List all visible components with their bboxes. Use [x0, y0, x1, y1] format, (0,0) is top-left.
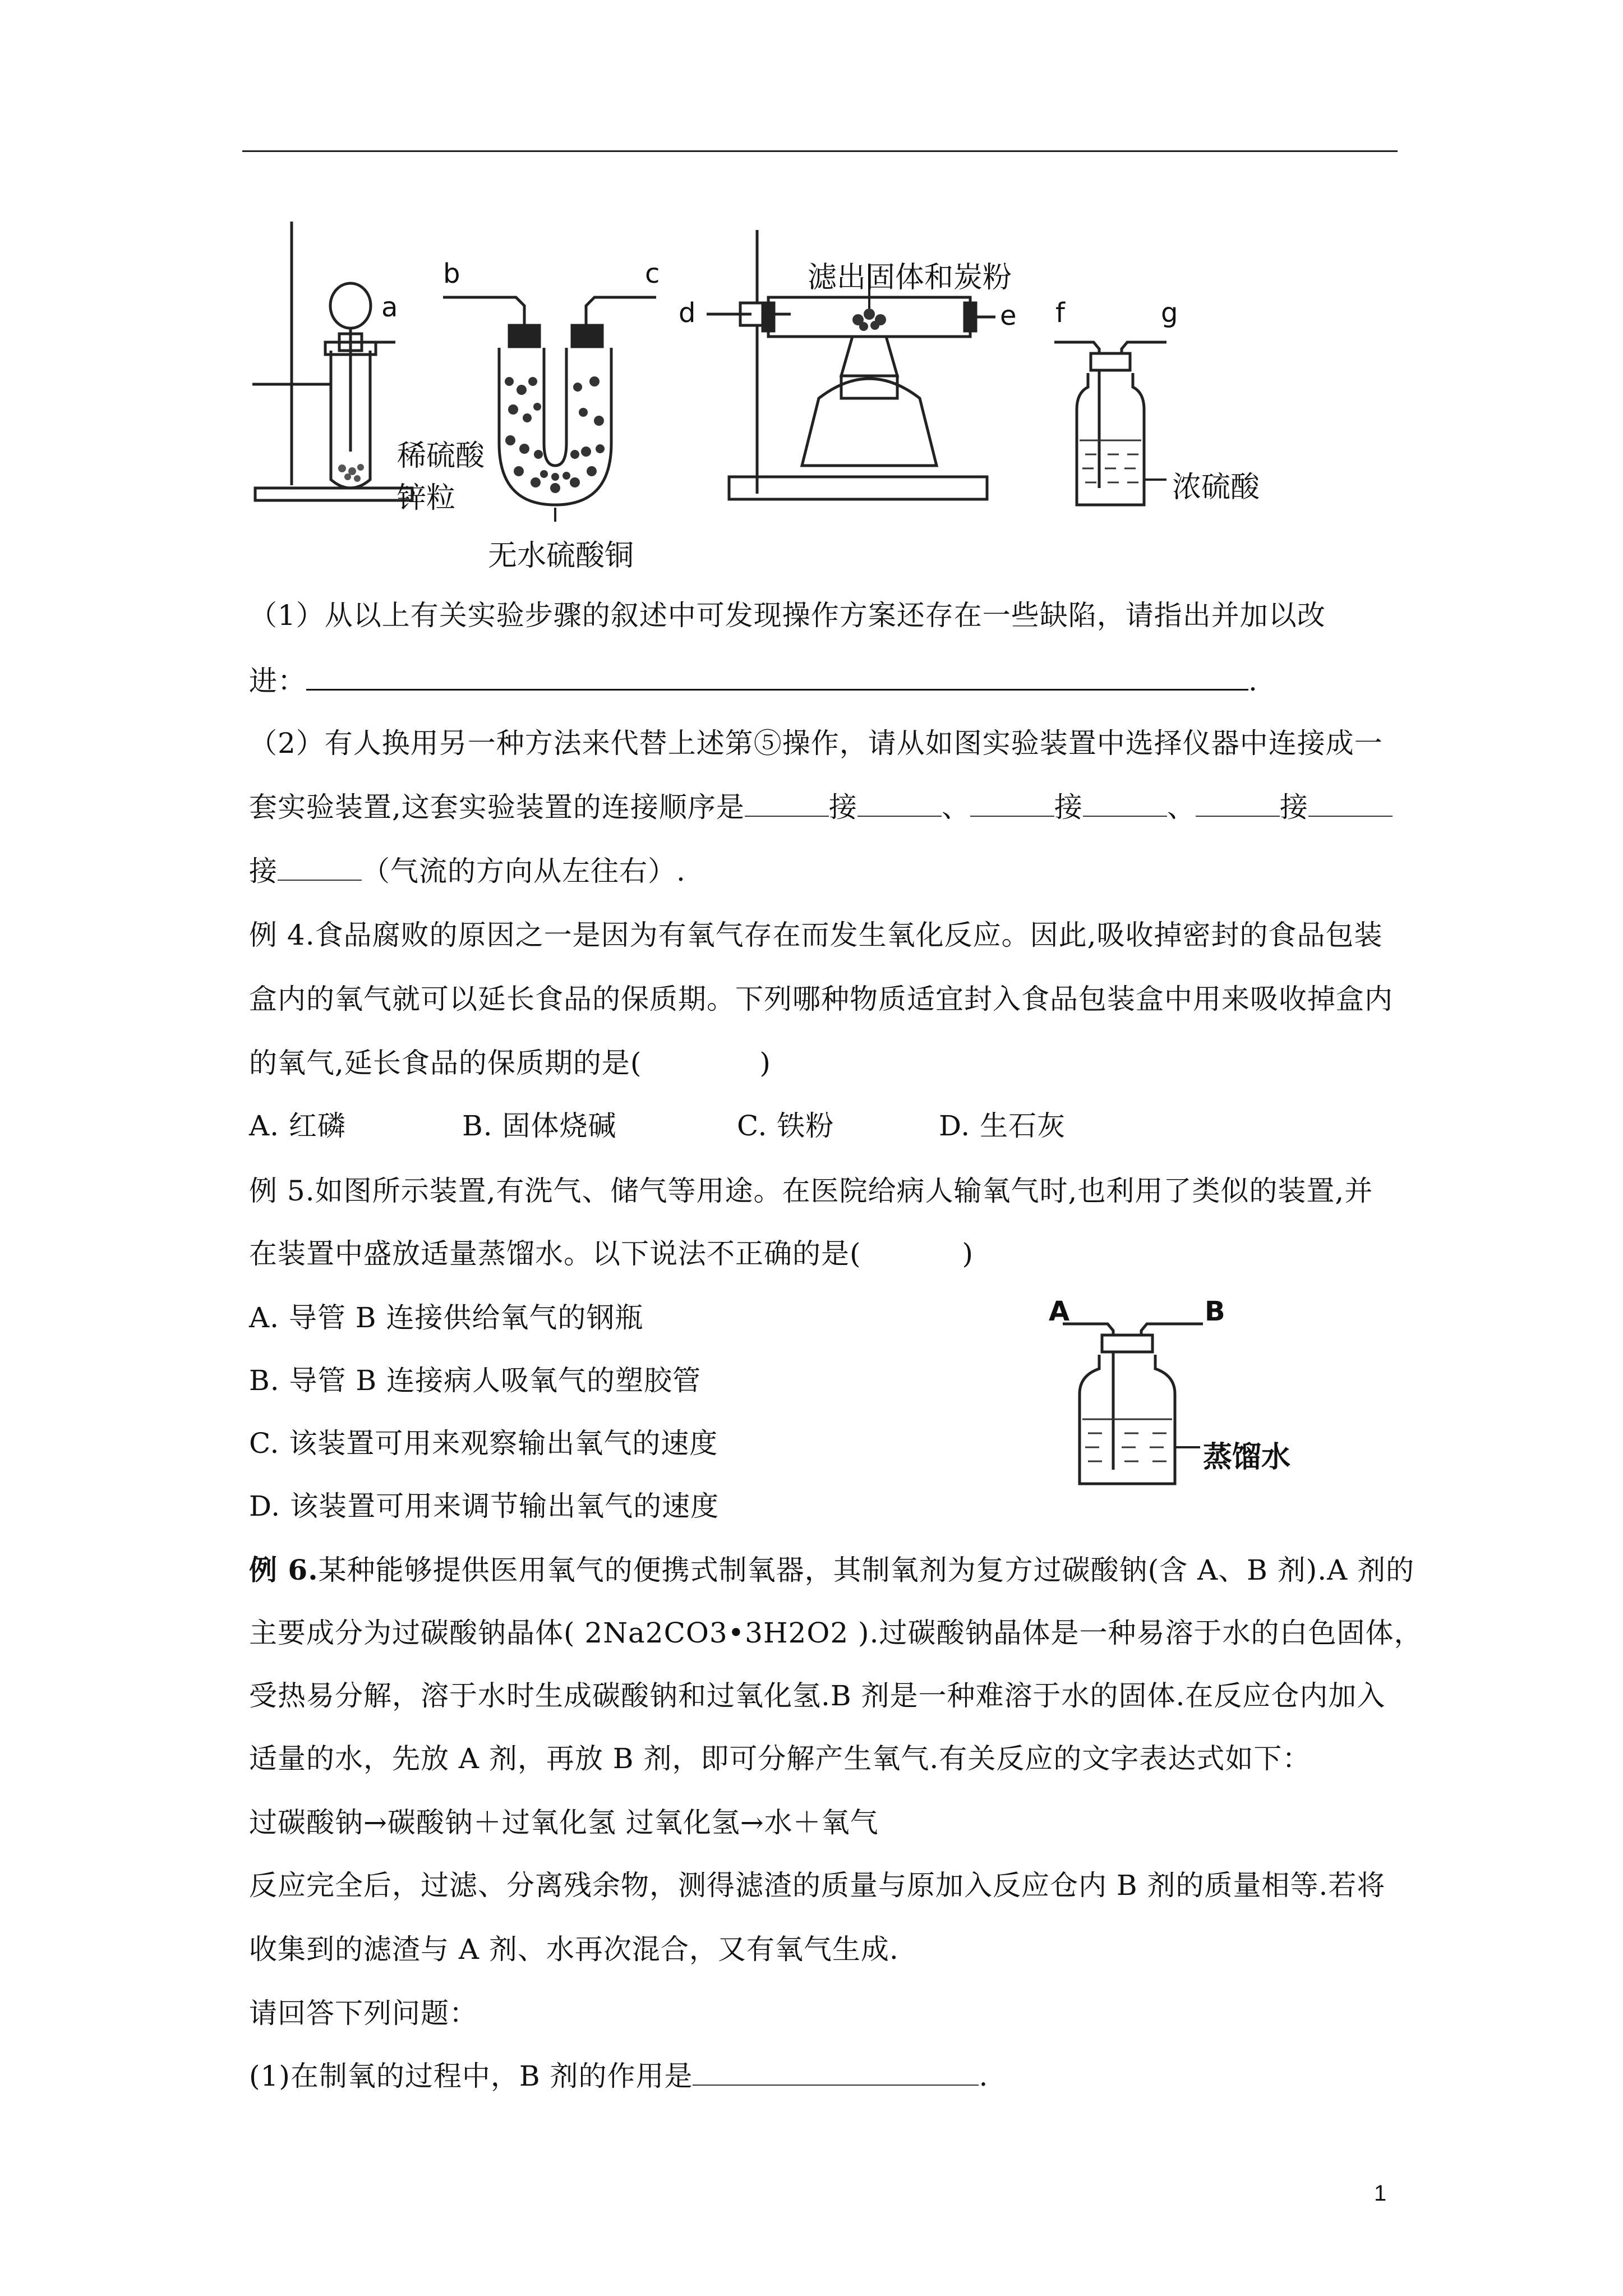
ex4-option-b[interactable]: B. 固体烧碱	[462, 1110, 617, 1142]
ex5-option-a[interactable]: A. 导管 B 连接供给氧气的钢瓶	[249, 1301, 644, 1334]
ex5-option-b[interactable]: B. 导管 B 连接病人吸氧气的塑胶管	[249, 1364, 702, 1397]
ex6-line1: 例 6.某种能够提供医用氧气的便携式制氧器，其制氧剂为复方过碳酸钠(含 A、B 剂).A 剂的	[249, 1553, 1415, 1586]
label-b: b	[443, 258, 460, 289]
q2-blank-7[interactable]	[278, 855, 362, 881]
ex4-line3: 的氧气,延长食品的保质期的是( )	[249, 1047, 771, 1079]
ex4-option-c[interactable]: C. 铁粉	[737, 1110, 834, 1142]
label-zinc-granules: 锌粒	[397, 481, 456, 515]
ex6-line8: 请回答下列问题：	[249, 1997, 478, 2030]
ex4-option-d[interactable]: D. 生石灰	[939, 1110, 1066, 1142]
ex5-bottle-drawing	[1063, 1313, 1203, 1492]
q1-continuation	[249, 662, 1258, 698]
label-d: d	[679, 297, 696, 329]
ex6-q1-blank[interactable]	[693, 2060, 979, 2086]
q2-blank-6[interactable]	[1308, 791, 1393, 817]
q1-end: .	[1248, 665, 1258, 697]
ex4-line2: 盒内的氧气就可以延长食品的保质期。下列哪种物质适宜封入食品包装盒中用来吸收掉盒内	[249, 983, 1393, 1015]
ex6-line4: 适量的水，先放 A 剂，再放 B 剂，即可分解产生氧气.有关反应的文字表达式如下：	[249, 1742, 1311, 1775]
ex5-line2: 在装置中盛放适量蒸馏水。以下说法不正确的是( )	[249, 1237, 974, 1270]
ex6-line6: 反应完全后，过滤、分离残余物，测得滤渣的质量与原加入反应仓内 B 剂的质量相等.若将	[249, 1869, 1386, 1902]
label-dilute-sulfuric-acid: 稀硫酸	[397, 439, 485, 473]
ex6-line5: 过碳酸钠→碳酸钠＋过氧化氢 过氧化氢→水＋氧气	[249, 1806, 879, 1839]
hydrogen-generator-drawing	[247, 216, 415, 519]
label-g: g	[1161, 297, 1178, 329]
q2-line2: 套实验装置,这套实验装置的连接顺序是 接 、 接 、 接	[249, 790, 1393, 825]
q2-blank-2[interactable]	[857, 791, 942, 817]
label-tube-a: A	[1049, 1296, 1070, 1327]
q2-blank-3[interactable]	[970, 791, 1054, 817]
q1-answer-blank[interactable]	[306, 662, 1248, 691]
q1-line	[249, 598, 1326, 633]
q2-line1: （2）有人换用另一种方法来代替上述第⑤操作，请从如图实验装置中选择仪器中连接成一	[249, 727, 1383, 760]
q2-blank-5[interactable]	[1196, 791, 1280, 817]
label-distilled-water: 蒸馏水	[1203, 1441, 1291, 1474]
ex4-option-a[interactable]: A. 红磷	[249, 1110, 346, 1142]
label-f: f	[1055, 297, 1065, 329]
label-residue-and-carbon: 滤出固体和炭粉	[808, 261, 1012, 295]
ex5-option-c[interactable]: C. 该装置可用来观察输出氧气的速度	[249, 1427, 718, 1460]
wash-bottle-drawing	[1054, 331, 1166, 510]
ex6-q1: (1)在制氧的过程中，B 剂的作用是 .	[249, 2060, 989, 2092]
label-a: a	[381, 292, 398, 323]
ex6-label: 例 6.	[249, 1553, 319, 1586]
label-tube-b: B	[1205, 1296, 1225, 1327]
ex4-line1: 例 4.食品腐败的原因之一是因为有氧气存在而发生氧化反应。因此,吸收掉密封的食品包装	[249, 919, 1383, 951]
u-tube-drawing	[443, 286, 656, 522]
label-e: e	[1000, 300, 1017, 332]
ex4-options	[249, 1108, 1066, 1143]
ex5-option-d[interactable]: D. 该装置可用来调节输出氧气的速度	[249, 1490, 720, 1522]
ex6-line3: 受热易分解，溶于水时生成碳酸钠和过氧化氢.B 剂是一种难溶于水的固体.在反应仓内加入	[249, 1680, 1386, 1712]
q2-blank-1[interactable]	[745, 791, 829, 817]
q1-cont: 进：	[249, 665, 306, 697]
header-rule	[242, 150, 1398, 152]
ex6-line2: 主要成分为过碳酸钠晶体( 2Na2CO3•3H2O2 ).过碳酸钠晶体是一种易溶于水的白色固体，	[249, 1617, 1423, 1649]
label-c: c	[645, 258, 660, 289]
ex5-line1: 例 5.如图所示装置,有洗气、储气等用途。在医院给病人输氧气时,也利用了类似的装置,并	[249, 1175, 1373, 1207]
ex6-line7: 收集到的滤渣与 A 剂、水再次混合，又有氧气生成.	[249, 1933, 899, 1966]
q2-line3: 接 （气流的方向从左往右）.	[249, 855, 686, 887]
label-concentrated-sulfuric-acid: 浓硫酸	[1172, 471, 1260, 504]
q1-text: （1）从以上有关实验步骤的叙述中可发现操作方案还存在一些缺陷，请指出并加以改	[249, 599, 1326, 632]
page-number: 1	[1374, 2181, 1387, 2206]
label-anhydrous-copper-sulfate: 无水硫酸铜	[488, 539, 634, 573]
q2-blank-4[interactable]	[1083, 791, 1167, 817]
